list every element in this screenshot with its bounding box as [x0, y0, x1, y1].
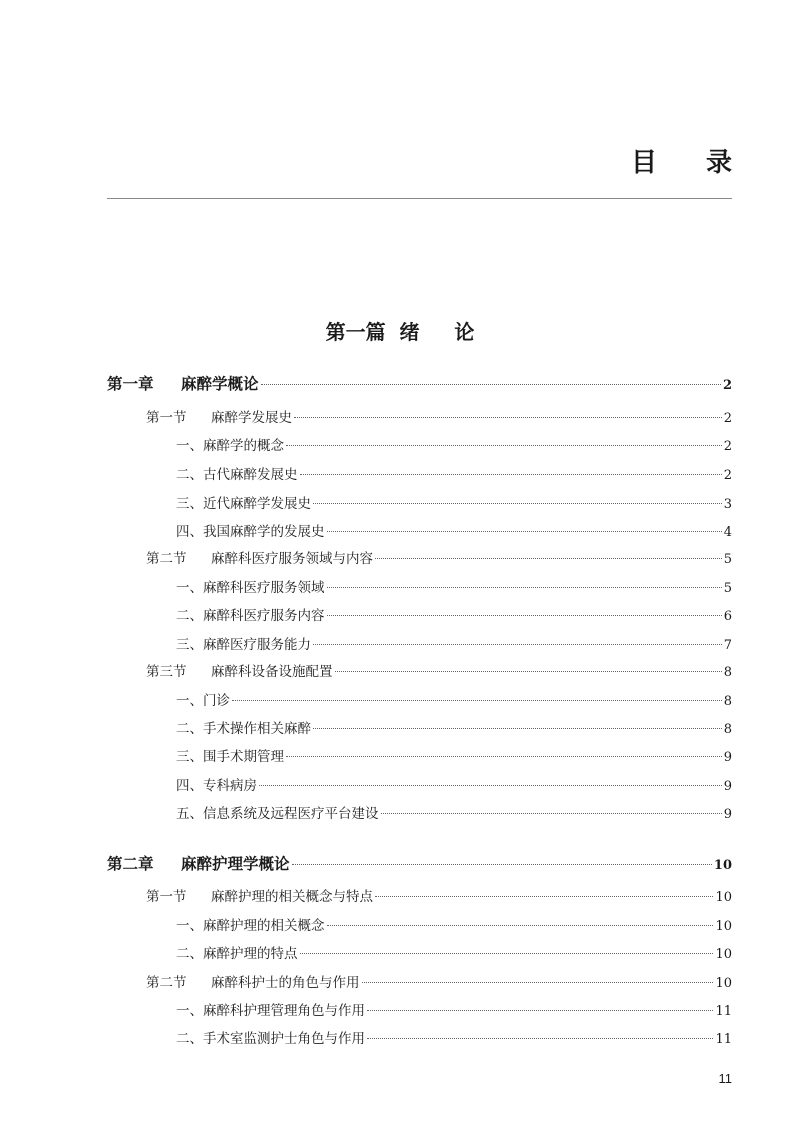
toc-entry-number: 第二节 — [146, 551, 187, 567]
dot-leader — [286, 756, 722, 757]
toc-entry-label — [176, 492, 311, 512]
part-title: 第一篇 绪 论 — [325, 320, 475, 344]
toc-entry-text: 麻醉科护士的角色与作用 — [211, 975, 360, 991]
dot-leader — [292, 864, 712, 865]
toc-entry-number: 第二章 — [107, 855, 154, 873]
toc-entry-number: 第二节 — [146, 975, 187, 991]
toc-entry-number: 第一节 — [146, 410, 187, 426]
toc-entry-text: 麻醉学发展史 — [211, 410, 292, 426]
toc-entry-label — [176, 463, 298, 483]
dot-leader — [300, 953, 714, 954]
toc-entry-number: 第一节 — [146, 889, 187, 905]
toc-entry-page: 2 — [723, 439, 732, 454]
toc-entry-page: 6 — [723, 609, 732, 624]
toc-entry-item[interactable] — [176, 689, 732, 709]
dot-leader — [327, 587, 722, 588]
toc-entry-text: 三、麻醉医疗服务能力 — [176, 637, 311, 653]
toc-entry-text: 一、门诊 — [176, 693, 230, 709]
toc-entry-label — [146, 885, 373, 905]
toc-entry-label — [146, 406, 292, 426]
toc-entry-item[interactable] — [176, 914, 732, 934]
toc-entry-number: 第一章 — [107, 375, 154, 393]
toc-entry-page: 2 — [722, 378, 732, 393]
toc-entry-label — [176, 942, 298, 962]
toc-entry-text: 二、麻醉科医疗服务内容 — [176, 608, 325, 624]
toc-entry-page: 9 — [723, 807, 732, 822]
toc-entry-text: 三、近代麻醉学发展史 — [176, 496, 311, 512]
toc-entry-section[interactable] — [146, 660, 732, 680]
dot-leader — [375, 896, 713, 897]
toc-entry-page: 11 — [715, 1004, 732, 1019]
toc-entry-text: 二、麻醉护理的特点 — [176, 946, 298, 962]
dot-leader — [259, 785, 722, 786]
toc-entry-page: 2 — [723, 411, 732, 426]
dot-leader — [367, 1010, 713, 1011]
toc-entry-text: 四、专科病房 — [176, 778, 257, 794]
dot-leader — [375, 558, 722, 559]
toc-entry-page: 5 — [723, 552, 732, 567]
toc-entry-text: 麻醉护理的相关概念与特点 — [211, 889, 373, 905]
toc-entry-section[interactable] — [146, 971, 732, 991]
toc-entry-text: 一、麻醉科护理管理角色与作用 — [176, 1003, 365, 1019]
toc-entry-text: 麻醉护理学概论 — [181, 855, 290, 873]
toc-entry-page: 11 — [715, 1032, 732, 1047]
toc-entry-chapter[interactable] — [107, 852, 732, 874]
toc-entry-page: 10 — [715, 976, 732, 991]
toc-entry-item[interactable] — [176, 463, 732, 483]
toc-entry-label — [176, 689, 230, 709]
dot-leader — [327, 531, 722, 532]
toc-entry-label — [107, 852, 290, 874]
toc-entry-section[interactable] — [146, 885, 732, 905]
toc-entry-item[interactable] — [176, 774, 732, 794]
toc-entry-text: 麻醉科设备设施配置 — [211, 664, 333, 680]
toc-entry-label — [146, 547, 373, 567]
toc-entry-page: 8 — [723, 722, 732, 737]
toc-entry-text: 一、麻醉护理的相关概念 — [176, 918, 325, 934]
toc-entry-label — [146, 660, 333, 680]
toc-entry-label — [107, 372, 259, 394]
toc-entry-item[interactable] — [176, 1027, 732, 1047]
toc-entry-label — [176, 434, 284, 454]
toc-entry-item[interactable] — [176, 604, 732, 624]
toc-entry-label — [176, 914, 325, 934]
title-divider — [107, 198, 732, 199]
toc-entry-label — [176, 576, 325, 596]
toc-entry-text: 三、围手术期管理 — [176, 749, 284, 765]
toc-entry-page: 5 — [723, 581, 732, 596]
toc-entry-page: 10 — [713, 858, 732, 873]
toc-entry-page: 8 — [723, 694, 732, 709]
toc-entry-chapter[interactable] — [107, 372, 732, 394]
toc-entry-text: 麻醉科医疗服务领域与内容 — [211, 551, 373, 567]
toc-entry-item[interactable] — [176, 717, 732, 737]
toc-entry-item[interactable] — [176, 633, 732, 653]
toc-entry-page: 9 — [723, 750, 732, 765]
dot-leader — [232, 700, 722, 701]
toc-entry-page: 3 — [723, 497, 732, 512]
dot-leader — [300, 474, 722, 475]
toc-entry-section[interactable] — [146, 406, 732, 426]
toc-entry-label — [176, 520, 325, 540]
toc-entry-section[interactable] — [146, 547, 732, 567]
dot-leader — [367, 1038, 713, 1039]
toc-entry-page: 10 — [715, 919, 732, 934]
toc-entry-label — [176, 604, 325, 624]
toc-entry-item[interactable] — [176, 492, 732, 512]
toc-entry-item[interactable] — [176, 576, 732, 596]
toc-entry-item[interactable] — [176, 802, 732, 822]
dot-leader — [261, 384, 721, 385]
toc-entry-item[interactable] — [176, 999, 732, 1019]
toc-entry-item[interactable] — [176, 745, 732, 765]
toc-entry-label — [176, 717, 311, 737]
toc-entry-item[interactable] — [176, 520, 732, 540]
dot-leader — [327, 925, 714, 926]
toc-entry-item[interactable] — [176, 434, 732, 454]
page-title: 目 录 — [630, 148, 752, 178]
toc-entry-page: 10 — [715, 947, 732, 962]
toc-entry-text: 二、古代麻醉发展史 — [176, 467, 298, 483]
toc-entry-label — [176, 1027, 365, 1047]
dot-leader — [313, 644, 722, 645]
page-number: 11 — [718, 1071, 732, 1086]
toc-entry-label — [146, 971, 360, 991]
toc-entry-text: 二、手术操作相关麻醉 — [176, 721, 311, 737]
toc-entry-label — [176, 633, 311, 653]
toc-entry-page: 8 — [723, 665, 732, 680]
toc-entry-text: 麻醉学概论 — [181, 375, 259, 393]
toc-entry-label — [176, 802, 379, 822]
dot-leader — [313, 503, 722, 504]
dot-leader — [286, 445, 722, 446]
toc-entry-page: 10 — [715, 890, 732, 905]
toc-entry-item[interactable] — [176, 942, 732, 962]
toc-entry-label — [176, 999, 365, 1019]
toc-entry-text: 一、麻醉科医疗服务领域 — [176, 580, 325, 596]
dot-leader — [313, 728, 722, 729]
dot-leader — [327, 615, 722, 616]
toc-entry-page: 7 — [723, 638, 732, 653]
dot-leader — [294, 417, 722, 418]
dot-leader — [362, 982, 714, 983]
toc-entry-number: 第三节 — [146, 664, 187, 680]
toc-entry-text: 四、我国麻醉学的发展史 — [176, 524, 325, 540]
dot-leader — [335, 671, 722, 672]
toc-entry-label — [176, 774, 257, 794]
toc-entry-page: 4 — [723, 525, 732, 540]
toc-entry-text: 一、麻醉学的概念 — [176, 438, 284, 454]
dot-leader — [381, 813, 722, 814]
toc-entry-text: 五、信息系统及远程医疗平台建设 — [176, 806, 379, 822]
toc-entry-label — [176, 745, 284, 765]
toc-entry-page: 2 — [723, 468, 732, 483]
toc-entry-text: 二、手术室监测护士角色与作用 — [176, 1031, 365, 1047]
toc-entry-page: 9 — [723, 779, 732, 794]
